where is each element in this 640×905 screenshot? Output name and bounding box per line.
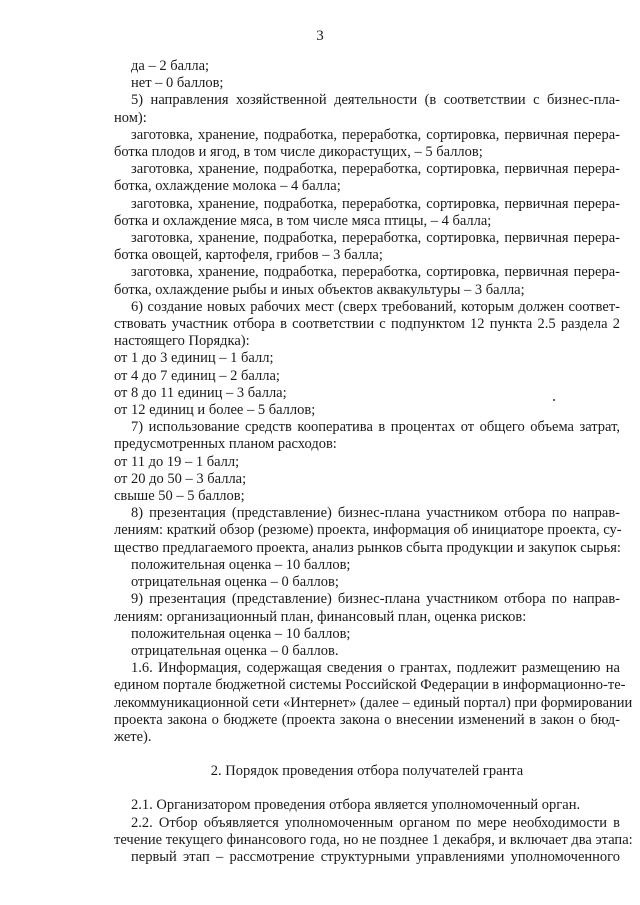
text-line: отрицательная оценка – 0 баллов; xyxy=(131,574,339,591)
text-line: от 20 до 50 – 3 балла; xyxy=(114,470,247,487)
text-line: ботка плодов и ягод, в том числе дикорастущих, – 5 баллов; xyxy=(114,144,483,161)
text-line: проекта закона о бюджете (проекта закона о внесении изменений в закон о бюд- xyxy=(114,711,620,728)
text-line: нет – 0 баллов; xyxy=(131,75,224,92)
text-line: лекоммуникационной сети «Интернет» (далее – единый портал) при формировании xyxy=(114,694,633,711)
text-line: лениям: организационный план, финансовый план, оценка рисков: xyxy=(114,608,527,625)
text-line: заготовка, хранение, подработка, переработка, сортировка, первичная перера- xyxy=(131,264,620,281)
text-line: ботка, охлаждение рыбы и иных объектов аквакультуры – 3 балла; xyxy=(114,281,525,298)
text-line: от 1 до 3 единиц – 1 балл; xyxy=(114,350,274,367)
text-line: течение текущего финансового года, но не позднее 1 декабря, и включает два этапа: xyxy=(114,831,633,848)
text-line: от 4 до 7 единиц – 2 балла; xyxy=(114,367,280,384)
text-line: от 12 единиц и более – 5 баллов; xyxy=(114,402,316,419)
text-line: предусмотренных планом расходов: xyxy=(114,436,337,453)
text-line: положительная оценка – 10 баллов; xyxy=(131,556,351,573)
text-line: 2.1. Организатором проведения отбора является уполномоченный орган. xyxy=(131,797,581,814)
text-line: отрицательная оценка – 0 баллов. xyxy=(131,642,339,659)
text-line: 8) презентация (представление) бизнес-плана участником отбора по направ- xyxy=(131,505,620,522)
text-line: 9) презентация (представление) бизнес-плана участником отбора по направ- xyxy=(131,591,620,608)
document-body xyxy=(114,58,633,866)
text-line: ботка и охлаждение мяса, в том числе мяса птицы, – 4 балла; xyxy=(114,212,492,229)
text-line: 1.6. Информация, содержащая сведения о грантах, подлежит размещению на xyxy=(131,660,620,677)
text-line: лениям: краткий обзор (резюме) проекта, информация об инициаторе проекта, су- xyxy=(114,522,622,539)
text-line: жете). xyxy=(114,728,152,745)
text-line: едином портале бюджетной системы Российской Федерации в информационно-те- xyxy=(114,677,626,694)
text-line: настоящего Порядка): xyxy=(114,333,250,350)
text-line: положительная оценка – 10 баллов; xyxy=(131,625,351,642)
text-line: 7) использование средств кооператива в процентах от общего объема затрат, xyxy=(131,419,620,436)
text-line: первый этап – рассмотрение структурными управлениями уполномоченного xyxy=(131,848,620,865)
text-line: да – 2 балла; xyxy=(131,58,210,74)
text-line: ботка, охлаждение молока – 4 балла; xyxy=(114,178,341,195)
text-line: ном): xyxy=(114,109,147,126)
text-line: ствовать участник отбора в соответствии с подпунктом 12 пункта 2.5 раздела 2 xyxy=(114,316,620,333)
text-line: 2.2. Отбор объявляется уполномоченным органом по мере необходимости в xyxy=(131,814,620,831)
text-line: от 11 до 19 – 1 балл; xyxy=(114,453,240,470)
text-line: заготовка, хранение, подработка, переработка, сортировка, первичная перера- xyxy=(131,161,620,178)
text-line: щество предлагаемого проекта, анализ рынков сбыта продукции и закупок сырья: xyxy=(114,539,621,556)
page-number: 3 xyxy=(316,28,324,44)
text-line: заготовка, хранение, подработка, переработка, сортировка, первичная перера- xyxy=(131,195,620,212)
text-line: 5) направления хозяйственной деятельности (в соответствии с бизнес-пла- xyxy=(131,92,620,109)
speck-mark xyxy=(553,399,555,401)
text-line: ботка овощей, картофеля, грибов – 3 балла; xyxy=(114,247,383,264)
text-line: от 8 до 11 единиц – 3 балла; xyxy=(114,384,287,401)
text-line: заготовка, хранение, подработка, переработка, сортировка, первичная перера- xyxy=(131,230,620,247)
text-line: заготовка, хранение, подработка, переработка, сортировка, первичная перера- xyxy=(131,126,620,143)
section-heading: 2. Порядок проведения отбора получателей гранта xyxy=(210,763,524,780)
text-line: 6) создание новых рабочих мест (сверх требований, которым должен соответ- xyxy=(131,298,620,315)
text-line: свыше 50 – 5 баллов; xyxy=(114,488,245,505)
